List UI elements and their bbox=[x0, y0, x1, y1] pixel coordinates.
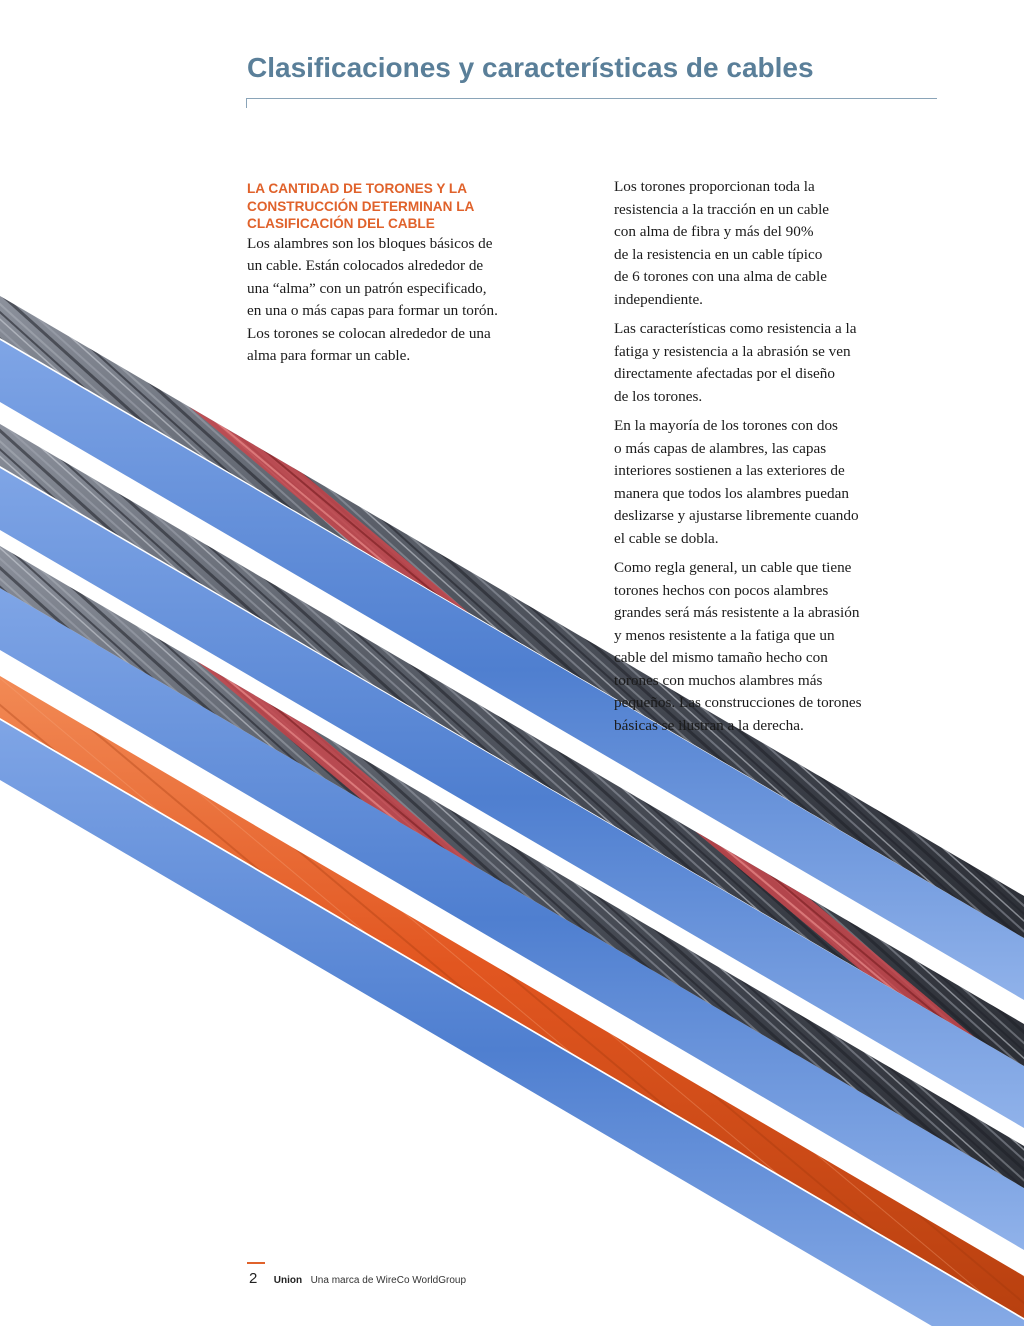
text-line: torones hechos con pocos alambres bbox=[614, 581, 829, 599]
text-line: una “alma” con un patrón especificado, bbox=[247, 279, 487, 297]
paragraph-fatigue-abrasion bbox=[614, 318, 944, 408]
text-line: en una o más capas para formar un torón. bbox=[247, 302, 498, 319]
page-footer bbox=[249, 1270, 466, 1288]
text-line: el cable se dobla. bbox=[614, 529, 719, 547]
brand-name: Union bbox=[273, 1275, 303, 1286]
text-line: y menos resistente a la fatiga que un bbox=[614, 626, 835, 644]
text-line: manera que todos los alambres puedan bbox=[614, 484, 849, 502]
text-line: alma para formar un cable. bbox=[247, 347, 411, 364]
footer-accent-dash bbox=[247, 1262, 265, 1264]
text-line: fatiga y resistencia a la abrasión se ven bbox=[614, 342, 851, 360]
right-column bbox=[614, 176, 944, 744]
text-line: interiores sostienen a las exteriores de bbox=[614, 462, 845, 479]
page-title: Clasificaciones y características de cables bbox=[247, 52, 814, 83]
text-line: directamente afectadas por el diseño bbox=[614, 365, 835, 382]
paragraph-general-rule bbox=[614, 557, 944, 737]
text-line: resistencia a la tracción en un cable bbox=[614, 200, 830, 218]
text-line: Los torones se colocan alrededor de una bbox=[247, 324, 491, 342]
text-line: Como regla general, un cable que tiene bbox=[614, 559, 852, 576]
heading-line: LA CANTIDAD DE TORONES Y LA bbox=[247, 181, 468, 196]
text-line: torones con muchos alambres más bbox=[614, 671, 823, 689]
text-line: cable del mismo tamaño hecho con bbox=[614, 649, 828, 666]
text-line: de la resistencia en un cable típico bbox=[614, 245, 823, 263]
left-column bbox=[247, 180, 567, 368]
paragraph-tensile-strength bbox=[614, 176, 944, 311]
text-line: con alma de fibra y más del 90% bbox=[614, 223, 814, 240]
section-heading bbox=[247, 180, 567, 233]
text-line: Los torones proporcionan toda la bbox=[614, 178, 815, 195]
page-number: 2 bbox=[249, 1270, 258, 1287]
text-line: Los alambres son los bloques básicos de bbox=[247, 234, 493, 252]
text-line: grandes será más resistente a la abrasión bbox=[614, 604, 860, 621]
heading-line: CLASIFICACIÓN DEL CABLE bbox=[247, 216, 435, 231]
text-line: o más capas de alambres, las capas bbox=[614, 439, 827, 457]
text-line: de los torones. bbox=[614, 387, 703, 405]
brand-tagline: Una marca de WireCo WorldGroup bbox=[310, 1275, 467, 1286]
text-line: de 6 torones con una alma de cable bbox=[614, 268, 827, 285]
text-line: En la mayoría de los torones con dos bbox=[614, 417, 838, 434]
text-line: básicas se ilustran a la derecha. bbox=[614, 716, 804, 734]
text-line: Las características como resistencia a la bbox=[614, 320, 857, 337]
text-line: deslizarse y ajustarse libremente cuando bbox=[614, 507, 859, 524]
text-line: un cable. Están colocados alrededor de bbox=[247, 257, 484, 274]
text-line: pequeños. Las construcciones de torones bbox=[614, 694, 862, 711]
heading-line: CONSTRUCCIÓN DETERMINAN LA bbox=[247, 198, 475, 214]
left-paragraph bbox=[247, 233, 567, 368]
paragraph-wire-layers bbox=[614, 415, 944, 550]
text-line: independiente. bbox=[614, 290, 703, 308]
